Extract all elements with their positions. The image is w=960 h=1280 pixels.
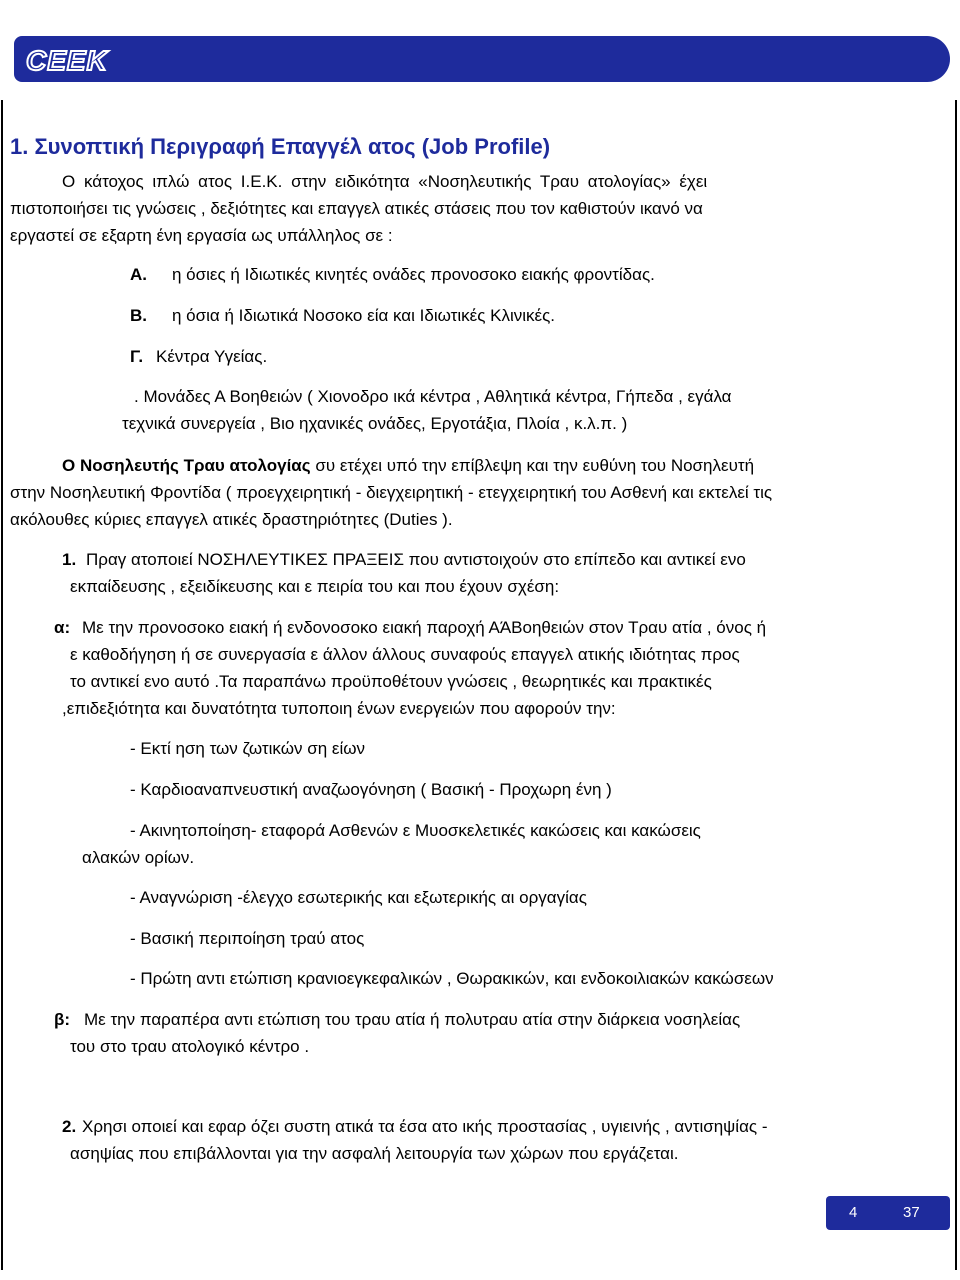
duty-2-line-1: Χρησι οποιεί και εφαρ όζει συστη ατικά τα έσα ατο ικής προστασίας , υγιεινής , αντισηψίας - <box>82 1117 768 1136</box>
section-title: 1. Συνοπτική Περιγραφή Επαγγέλ ατος (Job Profile) <box>10 134 551 159</box>
duty-1-line-1: Πραγ ατοποιεί ΝΟΣΗΛΕΥΤΙΚΕΣ ΠΡΑΞΕΙΣ που αντιστοιχούν στο επίπεδο και αντικεί ενο <box>86 550 746 569</box>
nurse-para-lead: Ο Νοσηλευτής Τραυ ατολογίας <box>62 456 311 475</box>
list-item: - Βασική περιποίηση τραύ ατος <box>130 929 365 948</box>
list-item: - Αναγνώριση -έλεγχο εσωτερικής και εξωτερικής αι οργαγίας <box>130 888 587 907</box>
list-item: - Πρώτη αντι ετώπιση κρανιοεγκεφαλικών , Θωρακικών, και ενδοκοιλιακών κακώσεων <box>130 969 774 988</box>
duty-1-number: 1. <box>62 550 77 569</box>
left-border <box>1 100 3 1270</box>
duty-1-line-2: εκπαίδευσης , εξειδίκευσης και ε πειρία του και που έχουν σχέση: <box>70 577 560 596</box>
beta-line-1: Με την παραπέρα αντι ετώπιση του τραυ ατία ή πολυτραυ ατία στην διάρκεια νοσηλείας <box>84 1010 741 1029</box>
list-item: - Εκτί ηση των ζωτικών ση είων <box>130 739 366 758</box>
right-border <box>955 100 957 1270</box>
alpha-line-2: ε καθοδήγηση ή σε συνεργασία ε άλλον άλλους συναφούς επαγγελ ατικής ιδιότητας προς <box>70 645 740 664</box>
nurse-para-line-3: ακόλουθες κύριες επαγγελ ατικές δραστηριότητες (Duties ). <box>10 510 453 529</box>
place-a-mark: Α. <box>130 265 147 284</box>
list-item: - Καρδιοαναπνευστική αναζωογόνηση ( Βασική - Προχωρη ένη ) <box>130 780 612 799</box>
intro-line-1: Ο κάτοχος ιπλώ ατος Ι.Ε.Κ. στην ειδικότητα «Νοσηλευτικής Τραυ ατολογίας» έχει <box>62 172 708 191</box>
place-c-text: Κέντρα Υγείας. <box>156 347 268 366</box>
header-bar <box>14 36 950 82</box>
page-number: 37 <box>903 1204 920 1221</box>
alpha-line-4: ,επιδεξιότητα και δυνατότητα τυποποιη ένων ενεργειών που αφορούν την: <box>62 699 616 718</box>
nurse-para-line-1 <box>62 455 754 477</box>
beta-mark: β: <box>54 1010 71 1029</box>
place-b-mark: Β. <box>130 306 147 325</box>
ceek-logo <box>22 42 112 78</box>
intro-line-2: πιστοποιήσει τις γνώσεις , δεξιότητες και επαγγελ ατικές στάσεις που τον καθιστούν ικανό να <box>10 199 703 218</box>
place-b-text: η όσια ή Ιδιωτικά Νοσοκο εία και Ιδιωτικές Κλινικές. <box>172 306 556 325</box>
list-item: - Ακινητοποίηση- εταφορά Ασθενών ε Μυοσκελετικές κακώσεις και κακώσεις <box>130 821 701 840</box>
alpha-mark: α: <box>54 618 71 637</box>
place-a-text: η όσιες ή Ιδιωτικές κινητές ονάδες προνοσοκο ειακής φροντίδας. <box>172 265 655 284</box>
duty-2-line-2: ασηψίας που επιβάλλονται για την ασφαλή λειτουργία των χώρων που εργάζεται. <box>70 1144 679 1163</box>
section-number: 4 <box>849 1204 858 1221</box>
intro-line-3: εργαστεί σε εξαρτη ένη εργασία ως υπάλληλος σε : <box>10 226 393 245</box>
footer-bar <box>826 1196 950 1230</box>
place-c-mark: Γ. <box>130 347 144 366</box>
place-d-line-2: τεχνικά συνεργεία , Βιο ηχανικές ονάδες, Εργοτάξια, Πλοία , κ.λ.π. ) <box>122 414 628 433</box>
alpha-line-1: Με την προνοσοκο ειακή ή ενδονοσοκο ειακή παροχή ΑΆΒοηθειών στον Τραυ ατία , όνος ή <box>82 618 767 637</box>
place-d-line-1: . Μονάδες Α Βοηθειών ( Χιονοδρο ικά κέντρα , Αθλητικά κέντρα, Γήπεδα , εγάλα <box>134 387 732 406</box>
duty-2-number: 2. <box>62 1117 77 1136</box>
list-item-continuation: αλακών ορίων. <box>82 848 195 867</box>
beta-line-2: του στο τραυ ατολογικό κέντρο . <box>70 1037 310 1056</box>
svg-text:CEEK: CEEK <box>26 45 108 76</box>
nurse-para-line-1-rest: συ ετέχει υπό την επίβλεψη και την ευθύνη του Νοσηλευτή <box>315 456 755 475</box>
nurse-para-line-2: στην Νοσηλευτική Φροντίδα ( προεγχειρητική - διεγχειρητική - ετεγχειρητική του Ασθενή και εκτελεί τις <box>10 483 773 502</box>
alpha-line-3: το αντικεί ενο αυτό .Τα παραπάνω προϋποθέτουν γνώσεις , θεωρητικές και πρακτικές <box>70 672 712 691</box>
